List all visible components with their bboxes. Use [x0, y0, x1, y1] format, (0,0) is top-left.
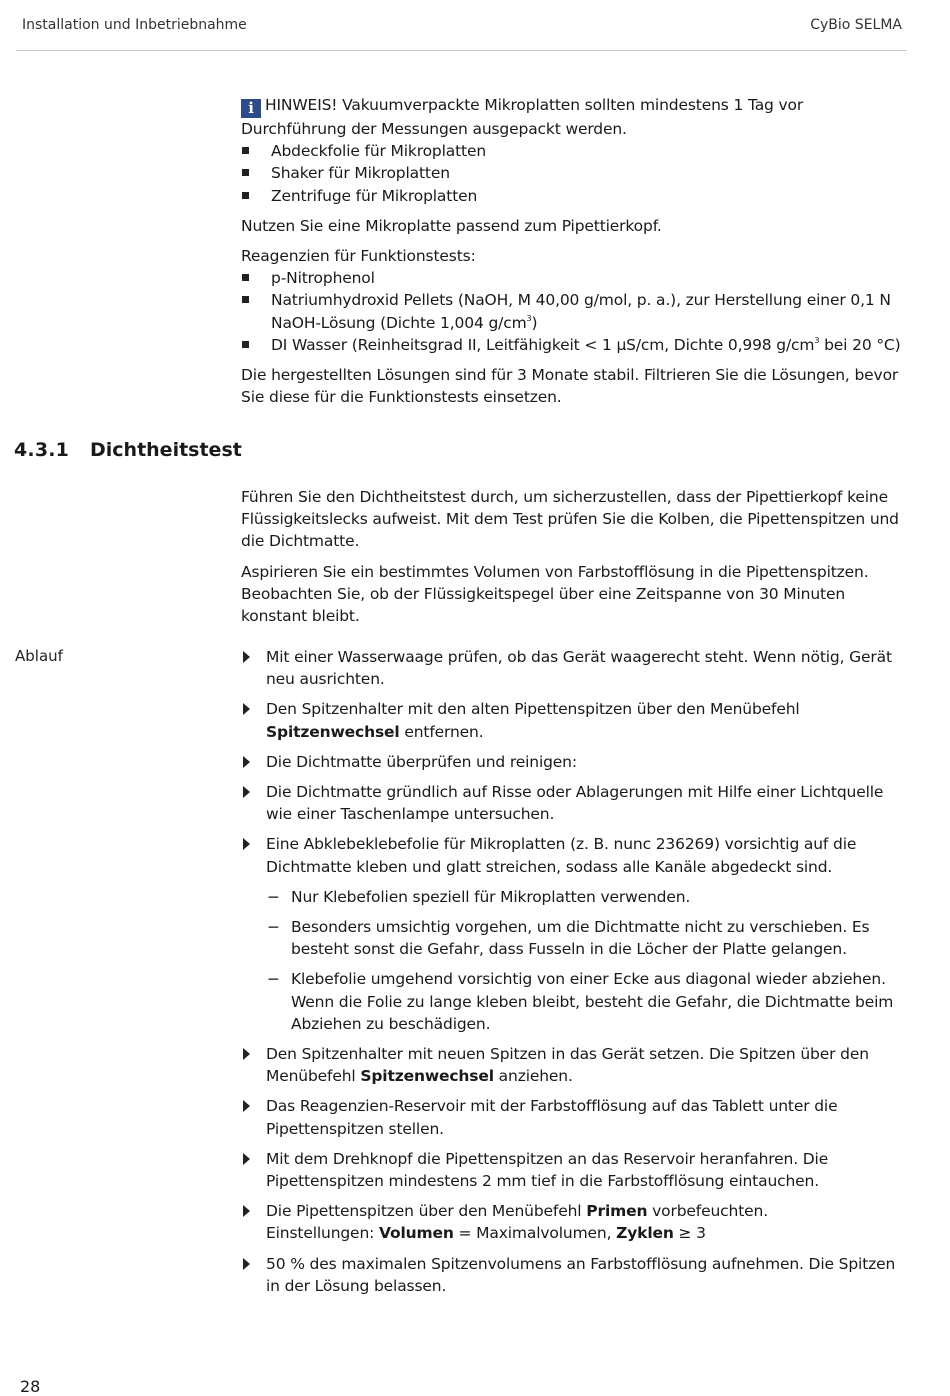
step-item: Die Dichtmatte überprüfen und reinigen: — [241, 751, 901, 773]
list-item: Shaker für Mikroplatten — [241, 162, 901, 184]
procedure-steps — [241, 646, 901, 1305]
step-arrow-icon — [243, 1205, 250, 1217]
step-item: Eine Abklebeklebefolie für Mikroplatten (z. B. nunc 236269) vorsichtig auf die Dichtmatte kleben und glatt streichen, sodass alle Kanäle abgedeckt sind. — [241, 833, 901, 877]
top-block — [241, 94, 901, 416]
reagents-heading: Reagenzien für Funktionstests: — [241, 247, 476, 266]
step-arrow-icon — [243, 838, 250, 850]
intro-paragraph: Führen Sie den Dichtheitstest durch, um sicherzustellen, dass der Pipettierkopf keine Flüssigkeitslecks aufweist. Mit dem Test prüfen Sie die Kolben, die Pipettenspitzen und die Dichtmatte. — [241, 488, 899, 551]
step-item: Mit einer Wasserwaage prüfen, ob das Gerät waagerecht steht. Wenn nötig, Gerät neu ausrichten. — [241, 646, 901, 690]
step-item: 50 % des maximalen Spitzenvolumens an Farbstofflösung aufnehmen. Die Spitzen in der Lösung belassen. — [241, 1253, 901, 1297]
list-item: DI Wasser (Reinheitsgrad II, Leitfähigkeit < 1 µS/cm, Dichte 0,998 $g/cm^3$ bei 20 °C) — [241, 334, 901, 356]
list-item: p-Nitrophenol — [241, 267, 901, 289]
list-item: Natriumhydroxid Pellets (NaOH, M 40,00 g/mol, p. a.), zur Herstellung einer 0,1 N NaOH-Lösung (Dichte 1,004 $g/cm^3$) — [241, 289, 901, 333]
procedure-label: Ablauf — [15, 647, 63, 665]
step-item: Die Pipettenspitzen über den Menübefehl Primen vorbefeuchten. Einstellungen: Volumen = Maximalvolumen, Zyklen ≥ 3 — [241, 1200, 901, 1244]
step-arrow-icon — [243, 1153, 250, 1165]
step-arrow-icon — [243, 703, 250, 715]
header-chapter: Installation und Inbetriebnahme — [22, 17, 247, 33]
page-number: 28 — [20, 1377, 41, 1396]
intro-block — [241, 486, 901, 635]
sub-step-item: − Besonders umsichtig vorgehen, um die Dichtmatte nicht zu verschieben. Es besteht sonst die Gefahr, dass Fusseln in die Löcher der Platte gelangen. — [267, 918, 870, 959]
note — [241, 94, 901, 140]
section-number: 4.3.1 — [14, 439, 70, 461]
step-item: Das Reagenzien-Reservoir mit der Farbstofflösung auf das Tablett unter die Pipettenspitzen stellen. — [241, 1095, 901, 1139]
step-item: Den Spitzenhalter mit neuen Spitzen in das Gerät setzen. Die Spitzen über den Menübefehl Spitzenwechsel anziehen. — [241, 1043, 901, 1087]
section-title: Dichtheitstest — [90, 439, 242, 461]
step-arrow-icon — [243, 756, 250, 768]
step-item: Den Spitzenhalter mit den alten Pipettenspitzen über den Menübefehl Spitzenwechsel entfernen. — [241, 698, 901, 742]
stability-paragraph: Die hergestellten Lösungen sind für 3 Monate stabil. Filtrieren Sie die Lösungen, bevor Sie diese für die Funktionstests einsetzen. — [241, 366, 899, 407]
sub-step-item: − Klebefolie umgehend vorsichtig von einer Ecke aus diagonal wieder abziehen. Wenn die Folie zu lange kleben bleibt, besteht die Gefahr, die Dichtmatte beim Abziehen zu beschädigen. — [267, 970, 894, 1033]
list-item: Abdeckfolie für Mikroplatten — [241, 140, 901, 162]
equipment-list — [241, 140, 901, 207]
step-arrow-icon — [243, 651, 250, 663]
step-arrow-icon — [243, 1048, 250, 1060]
step-item: Mit dem Drehknopf die Pipettenspitzen an das Reservoir heranfahren. Die Pipettenspitzen mindestens 2 mm tief in die Farbstofflösung eintauchen. — [241, 1148, 901, 1192]
note-text: HINWEIS! Vakuumverpackte Mikroplatten sollten mindestens 1 Tag vor Durchführung der Messungen ausgepackt werden. — [241, 96, 804, 138]
sub-step-item: − Nur Klebefolien speziell für Mikroplatten verwenden. — [267, 887, 691, 906]
info-icon: i — [241, 99, 261, 118]
step-arrow-icon — [243, 1258, 250, 1270]
reagents-list — [241, 267, 901, 356]
microplate-paragraph: Nutzen Sie eine Mikroplatte passend zum Pipettierkopf. — [241, 216, 662, 235]
header-product: CyBio SELMA — [810, 17, 902, 33]
step-arrow-icon — [243, 1100, 250, 1112]
intro-paragraph: Aspirieren Sie ein bestimmtes Volumen von Farbstofflösung in die Pipettenspitzen. Beobachten Sie, ob der Flüssigkeitspegel über eine Zeitspanne von 30 Minuten konstant bleibt. — [241, 562, 869, 626]
step-item: Die Dichtmatte gründlich auf Risse oder Ablagerungen mit Hilfe einer Lichtquelle wie einer Taschenlampe untersuchen. — [241, 781, 901, 825]
step-arrow-icon — [243, 786, 250, 798]
header-divider — [16, 50, 907, 51]
list-item: Zentrifuge für Mikroplatten — [241, 185, 901, 207]
